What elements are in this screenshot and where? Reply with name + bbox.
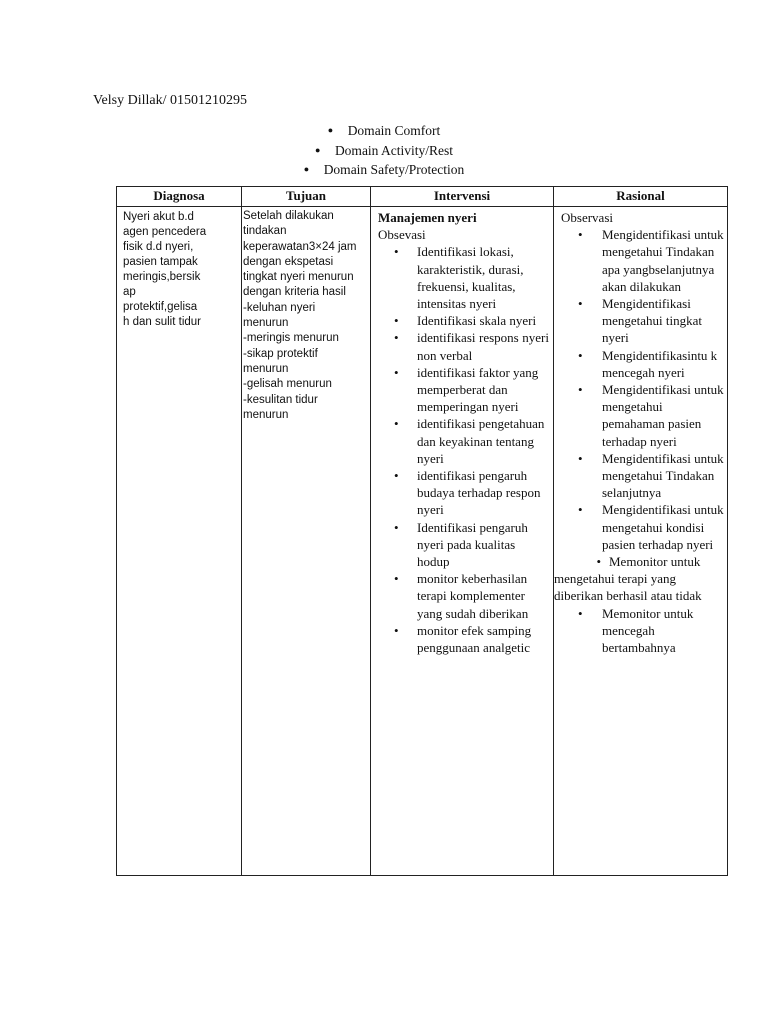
domain-item: ● Domain Activity/Rest (0, 141, 768, 161)
list-item: • Mengidentifikasintu k mencegah nyeri (554, 347, 726, 381)
list-item: • Identifikasi pengaruh nyeri pada kualitas hodup (378, 519, 549, 571)
bullet-icon: ● (314, 144, 321, 155)
list-item: • monitor efek samping penggunaan analgetic (378, 622, 549, 656)
list-item: • Mengidentifikasi untuk mengetahui kondisi pasien terhadap nyeri (554, 501, 726, 553)
intervensi-cell (371, 207, 554, 876)
bullet-icon: ● (303, 164, 310, 174)
header-intervensi: Intervensi (371, 187, 554, 207)
list-item: • Memonitor untuk mencegah bertambahnya (554, 605, 726, 657)
rasional-cell (554, 207, 728, 876)
rasional-list (554, 226, 726, 656)
list-item: • identifikasi pengetahuan dan keyakinan tentang nyeri (378, 415, 549, 467)
table-row (117, 207, 728, 876)
bullet-icon: • (596, 554, 601, 570)
list-item: • identifikasi pengaruh budaya terhadap respon nyeri (378, 467, 549, 519)
rasional-subtitle: Observasi (561, 210, 613, 225)
diagnosa-cell: Nyeri akut b.d agen pencedera fisik d.d nyeri, pasien tampak meringis,bersik ap protektif,gelisa h dan sulit tidur (117, 207, 242, 876)
care-plan-table (116, 186, 728, 876)
domain-item: ● Domain Safety/Protection (0, 160, 768, 180)
tujuan-cell: Setelah dilakukan tindakan keperawatan3×24 jam dengan ekspetasi tingkat nyeri menurun dengan kriteria hasil -keluhan nyeri menurun -meringis menurun -sikap protektif menurun -gelisah menurun -kesulitan tidur menurun (242, 207, 371, 876)
intervensi-subtitle: Obsevasi (378, 227, 426, 243)
list-item: • Mengidentifikasi untuk mengetahui pemahaman pasien terhadap nyeri (554, 381, 726, 450)
list-item: • Memonitor untuk mengetahui terapi yang diberikan berhasil atau tidak (554, 554, 702, 604)
author-line: Velsy Dillak/ 01501210295 (93, 93, 247, 108)
list-item: • Identifikasi skala nyeri (378, 312, 549, 329)
list-item: • Mengidentifikasi untuk mengetahui Tindakan selanjutnya (554, 450, 726, 502)
list-item: • monitor keberhasilan terapi komplementer yang sudah diberikan (378, 570, 549, 622)
bullet-icon: ● (327, 125, 334, 135)
domain-list (0, 121, 768, 180)
header-rasional: Rasional (554, 187, 728, 207)
domain-item: ● Domain Comfort (0, 121, 768, 141)
list-item: • Mengidentifikasi mengetahui tingkat nyeri (554, 295, 726, 347)
list-item: • Mengidentifikasi untuk mengetahui Tindakan apa yangbselanjutnya akan dilakukan (554, 226, 726, 295)
list-item: • Identifikasi lokasi, karakteristik, durasi, frekuensi, kualitas, intensitas nyeri (378, 243, 549, 312)
header-diagnosa: Diagnosa (117, 187, 242, 207)
list-item: • identifikasi faktor yang memperberat dan memperingan nyeri (378, 364, 549, 416)
list-item: • identifikasi respons nyeri non verbal (378, 329, 549, 363)
intervensi-list (378, 243, 549, 656)
header-tujuan: Tujuan (242, 187, 371, 207)
intervensi-title: Manajemen nyeri (378, 210, 477, 225)
table-header-row (117, 187, 728, 207)
